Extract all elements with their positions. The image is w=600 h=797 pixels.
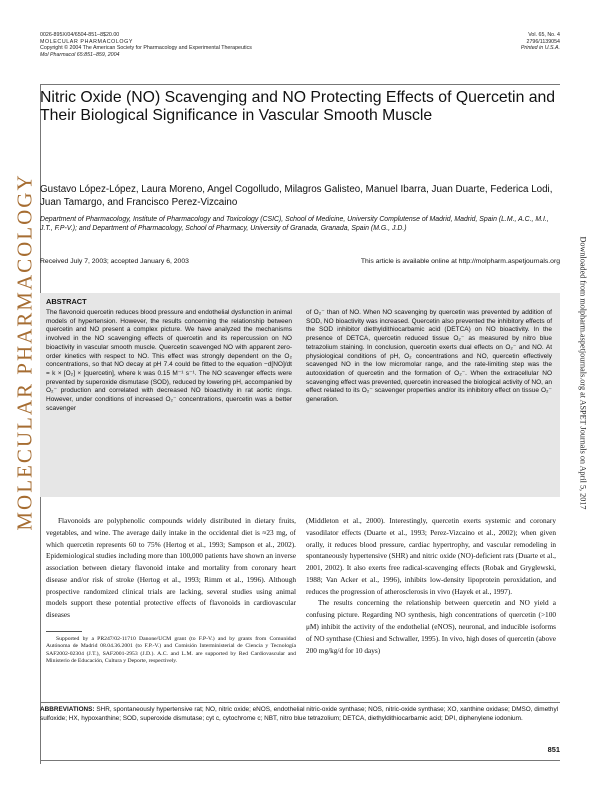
date-line (40, 258, 560, 266)
journal-sideband (12, 86, 38, 618)
sideband-label: MOLECULAR PHARMACOLOGY (12, 173, 37, 531)
body-paragraph: Flavonoids are polyphenolic compounds widely distributed in dietary fruits, vegetables, and wine. The average daily intake in the occidental diet is ≈23 mg, of which quercetin represents 60 to 75% (Hertog et al., 1993; Sampson et al., 2002). Epidemiological studies including more than 100,000 patients have shown an inverse association between dietary flavonoid intake and mortality from coronary heart disease and/or risk of stroke (Hertog et al., 1993; Rimm et al., 1996). Although prospective randomized clinical trials are lacking, several studies using animal models support these potential protective effects of flavonoids in cardiovascular diseases (46, 516, 296, 620)
download-notice-text: Downloaded from molpharm.aspetjournals.org at ASPET Journals on April 5, 2017 (578, 236, 588, 510)
journal-header-right (521, 32, 560, 52)
page-number: 851 (547, 745, 560, 754)
abstract-heading: ABSTRACT (46, 297, 87, 306)
online-notice: This article is available online at http://molpharm.aspetjournals.org (360, 258, 560, 265)
body-column-2 (306, 515, 556, 656)
abbreviations-block (40, 706, 560, 723)
article-title: Nitric Oxide (NO) Scavenging and NO Protecting Effects of Quercetin and Their Biological Significance in Vascular Smooth Muscle (40, 89, 556, 125)
abbreviations-label: ABBREVIATIONS: (40, 706, 95, 713)
abstract-column-2: of O₂⁻ than of NO. When NO scavenging by quercetin was prevented by addition of SOD, NO bioactivity was increased. Quercetin also prevented the inhibitory effects of the SOD inhibitor diethyldithiocarbamic acid (DETCA) on NO bioactivity. In the presence of DETCA, quercetin reduced tissue O₂⁻ as measured by nitro blue tetrazolium staining. In conclusion, quercetin exerts dual effects on O₂⁻ and NO. At physiological conditions of pH, O₂ concentrations and NO, quercetin effectively scavenged NO in the low micromolar range, and the rate-limiting step was the autooxidation of quercetin and the formation of O₂⁻. When the extracellular NO scavenging effect was prevented, quercetin increased the biological activity of NO, an effect related to its O₂⁻ scavenger properties and/or its inhibitory effect on tissue O₂⁻ generation. (306, 309, 552, 404)
body-paragraph: The results concerning the relationship between quercetin and NO yield a confusing picture. Regarding NO synthesis, high concentrations of quercetin (>100 μM) inhibit the activity of the endothelial (eNOS), neuronal, and inducible isoforms of NO synthase (Chiesi and Schwaller, 1995). In vivo, high doses of quercetin (above 200 mg/kg/d for 10 days) (306, 598, 556, 655)
header-printed: Printed in U.S.A. (520, 45, 560, 52)
header-journal-name: MOLECULAR PHARMACOLOGY (40, 38, 133, 45)
received-date: Received July 7, 2003; accepted January 6, 2003 (40, 258, 189, 265)
author-list: Gustavo López-López, Laura Moreno, Angel Cogolludo, Milagros Galisteo, Manuel Ibarra, Juan Duarte, Federica Lodi, Juan Tamargo, and Francisco Perez-Vizcaino (40, 184, 553, 208)
journal-header-left (40, 32, 300, 58)
body-column-1 (46, 515, 296, 621)
abbreviations-divider (40, 702, 560, 703)
header-line: Copyright © 2004 The American Society for Pharmacology and Experimental Therapeutics (40, 45, 252, 52)
download-notice (574, 198, 592, 548)
header-id: 2796/1139054 (526, 38, 560, 45)
funding-footnote: Supported by a PR247/02-11710 Danone/UCM grant (to F.P-V.) and by grants from Comunidad Autónoma de Madrid 08.04.36.2001 (to F.P.-V.) and Comisión Interministerial de Ciencia y Tecnología SAF2002-02304 (J.T.), SAF2001-2953 (J.D.). A.C. and L.M. are supported by Red Cardiovascular and Ministerio de Educación, Cultura y Deporte, respectively. (46, 636, 296, 665)
affiliation: Department of Pharmacology, Institute of Pharmacology and Toxicology (CSIC), School of Medicine, University Complutense of Madrid, Madrid, Spain (L.M., A.C., M.I., J.T., F.P-V.); and Department of Pharmacology, School of Pharmacy, University of Granada, Granada, Spain (M.G., J.D.) (40, 216, 549, 233)
abstract-column-1: The flavonoid quercetin reduces blood pressure and endothelial dysfunction in animal models of hypertension. However, the results concerning the relationship between quercetin and NO present a complex picture. We have analyzed the mechanisms involved in the NO scavenging effects of quercetin and its repercussion on NO bioactivity in vascular smooth muscle. Quercetin scavenged NO with apparent zero-order kinetics with respect to NO. This effect was strongly dependent on the O₂ concentrations, so that NO decay at pH 7.4 could be fitted to the equation −d[NO]/dt = k × [O₂] × [quercetin], where k was 0.15 M⁻¹ s⁻¹. The NO scavenger effects were prevented by superoxide dismutase (SOD), reduced by lowering pH, accompanied by O₂⁻ production and correlated with decreased NO bioactivity in rat aortic rings. However, under conditions of increased O₂⁻ concentrations, quercetin was a better scavenger (46, 309, 292, 412)
footer-divider (40, 760, 560, 761)
header-citation: Mol Pharmacol 65:851–859, 2004 (40, 51, 120, 58)
header-divider (40, 84, 560, 85)
header-line: 0026-895X/04/6504-851–8$20.00 (40, 32, 120, 38)
abbreviations-text: SHR, spontaneously hypertensive rat; NO, nitric oxide; eNOS, endothelial nitric-oxide synthase; NOS, nitric-oxide synthase; XO, xanthine oxidase; DMSO, dimethyl sulfoxide; HX, hypoxanthine; SOD, superoxide dismutase; cyt c, cytochrome c; NBT, nitro blue tetrazolium; DETCA, diethyldithiocarbamic acid; DPI, diphenylene iodonium. (40, 706, 559, 722)
footnote-divider (46, 631, 82, 632)
body-paragraph: (Middleton et al., 2000). Interestingly, quercetin exerts systemic and coronary vasodilator effects (Duarte et al., 1993; Perez-Vizcaino et al., 2002); when given orally, it reduces blood pressure, cardiac hypertrophy, and vascular remodeling in spontaneously hypertensive (SHR) and nitric oxide (NO)-deficient rats (Duarte et al., 2001, 2002). It also exerts free radical-scavenging effects (Robak and Gryglewski, 1988; Van Acker et al., 1996), inhibits low-density lipoprotein peroxidation, and reduces the progression of atherosclerosis in vivo (Hayek et al., 1997). (306, 516, 556, 596)
header-volume: Vol. 65, No. 4 (528, 32, 560, 38)
